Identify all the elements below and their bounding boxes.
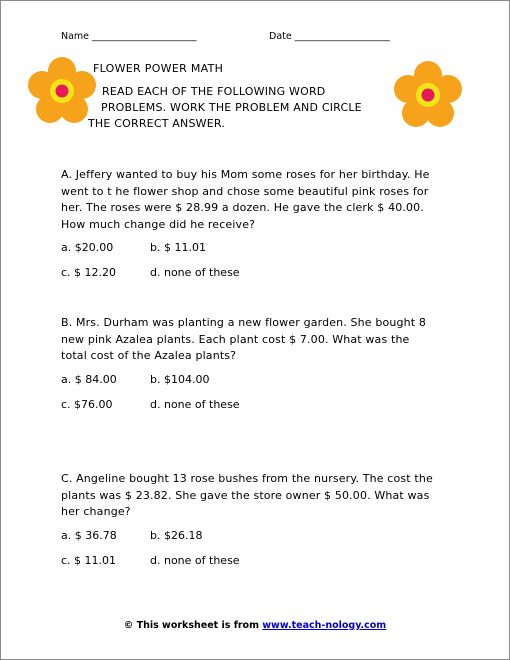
instructions — [88, 84, 388, 132]
question-line: went to t he flower shop and chose some beautiful pink roses for — [61, 184, 429, 198]
question-line: her. The roses were $ 28.99 a dozen. He gave the clerk $ 40.00. — [61, 201, 424, 214]
answer-choice[interactable]: a. $ 84.00 — [61, 373, 117, 386]
answer-choice[interactable]: b. $26.18 — [150, 529, 203, 542]
answer-choice[interactable]: c. $ 12.20 — [61, 266, 117, 279]
flower-icon — [27, 57, 97, 127]
flower-icon — [393, 61, 463, 131]
answer-choice[interactable]: d. none of these — [150, 266, 240, 279]
question-line: B. Mrs. Durham was planting a new flower garden. She bought 8 — [61, 316, 427, 329]
question-line: A. Jeffery wanted to buy his Mom some roses for her birthday. He — [61, 168, 430, 181]
footer — [1, 620, 509, 631]
answer-choice[interactable]: b. $104.00 — [150, 373, 210, 386]
question-a — [61, 167, 461, 233]
answer-choice[interactable]: d. none of these — [150, 398, 240, 411]
question-c — [61, 471, 461, 521]
answer-choice[interactable]: d. none of these — [150, 554, 240, 567]
answer-choice[interactable]: c. $ 11.01 — [61, 554, 117, 567]
question-b — [61, 315, 461, 365]
question-line: plants was $ 23.82. She gave the store owner $ 50.00. What was — [61, 488, 430, 502]
instruction-line: READ EACH OF THE FOLLOWING WORD — [102, 85, 326, 98]
date-line: Date ____________________ — [269, 31, 390, 42]
question-line: total cost of the Azalea plants? — [61, 349, 237, 362]
name-line: Name ______________________ — [61, 31, 197, 42]
worksheet-title: FLOWER POWER MATH — [93, 62, 224, 75]
footer-link[interactable]: www.teach-nology.com — [262, 620, 387, 631]
answer-choice[interactable]: c. $76.00 — [61, 398, 113, 411]
question-line: C. Angeline bought 13 rose bushes from the nursery. The cost the — [61, 472, 433, 485]
answer-choice[interactable]: a. $20.00 — [61, 241, 114, 254]
instruction-line: PROBLEMS. WORK THE PROBLEM AND CIRCLE — [101, 101, 362, 114]
question-line: her change? — [61, 505, 131, 518]
question-line: new pink Azalea plants. Each plant cost $ 7.00. What was the — [61, 332, 410, 346]
answer-choice[interactable]: b. $ 11.01 — [150, 241, 206, 254]
instruction-line: THE CORRECT ANSWER. — [88, 117, 226, 130]
question-line: How much change did he receive? — [61, 217, 256, 231]
footer-text: © This worksheet is from — [123, 620, 263, 631]
answer-choice[interactable]: a. $ 36.78 — [61, 529, 117, 542]
